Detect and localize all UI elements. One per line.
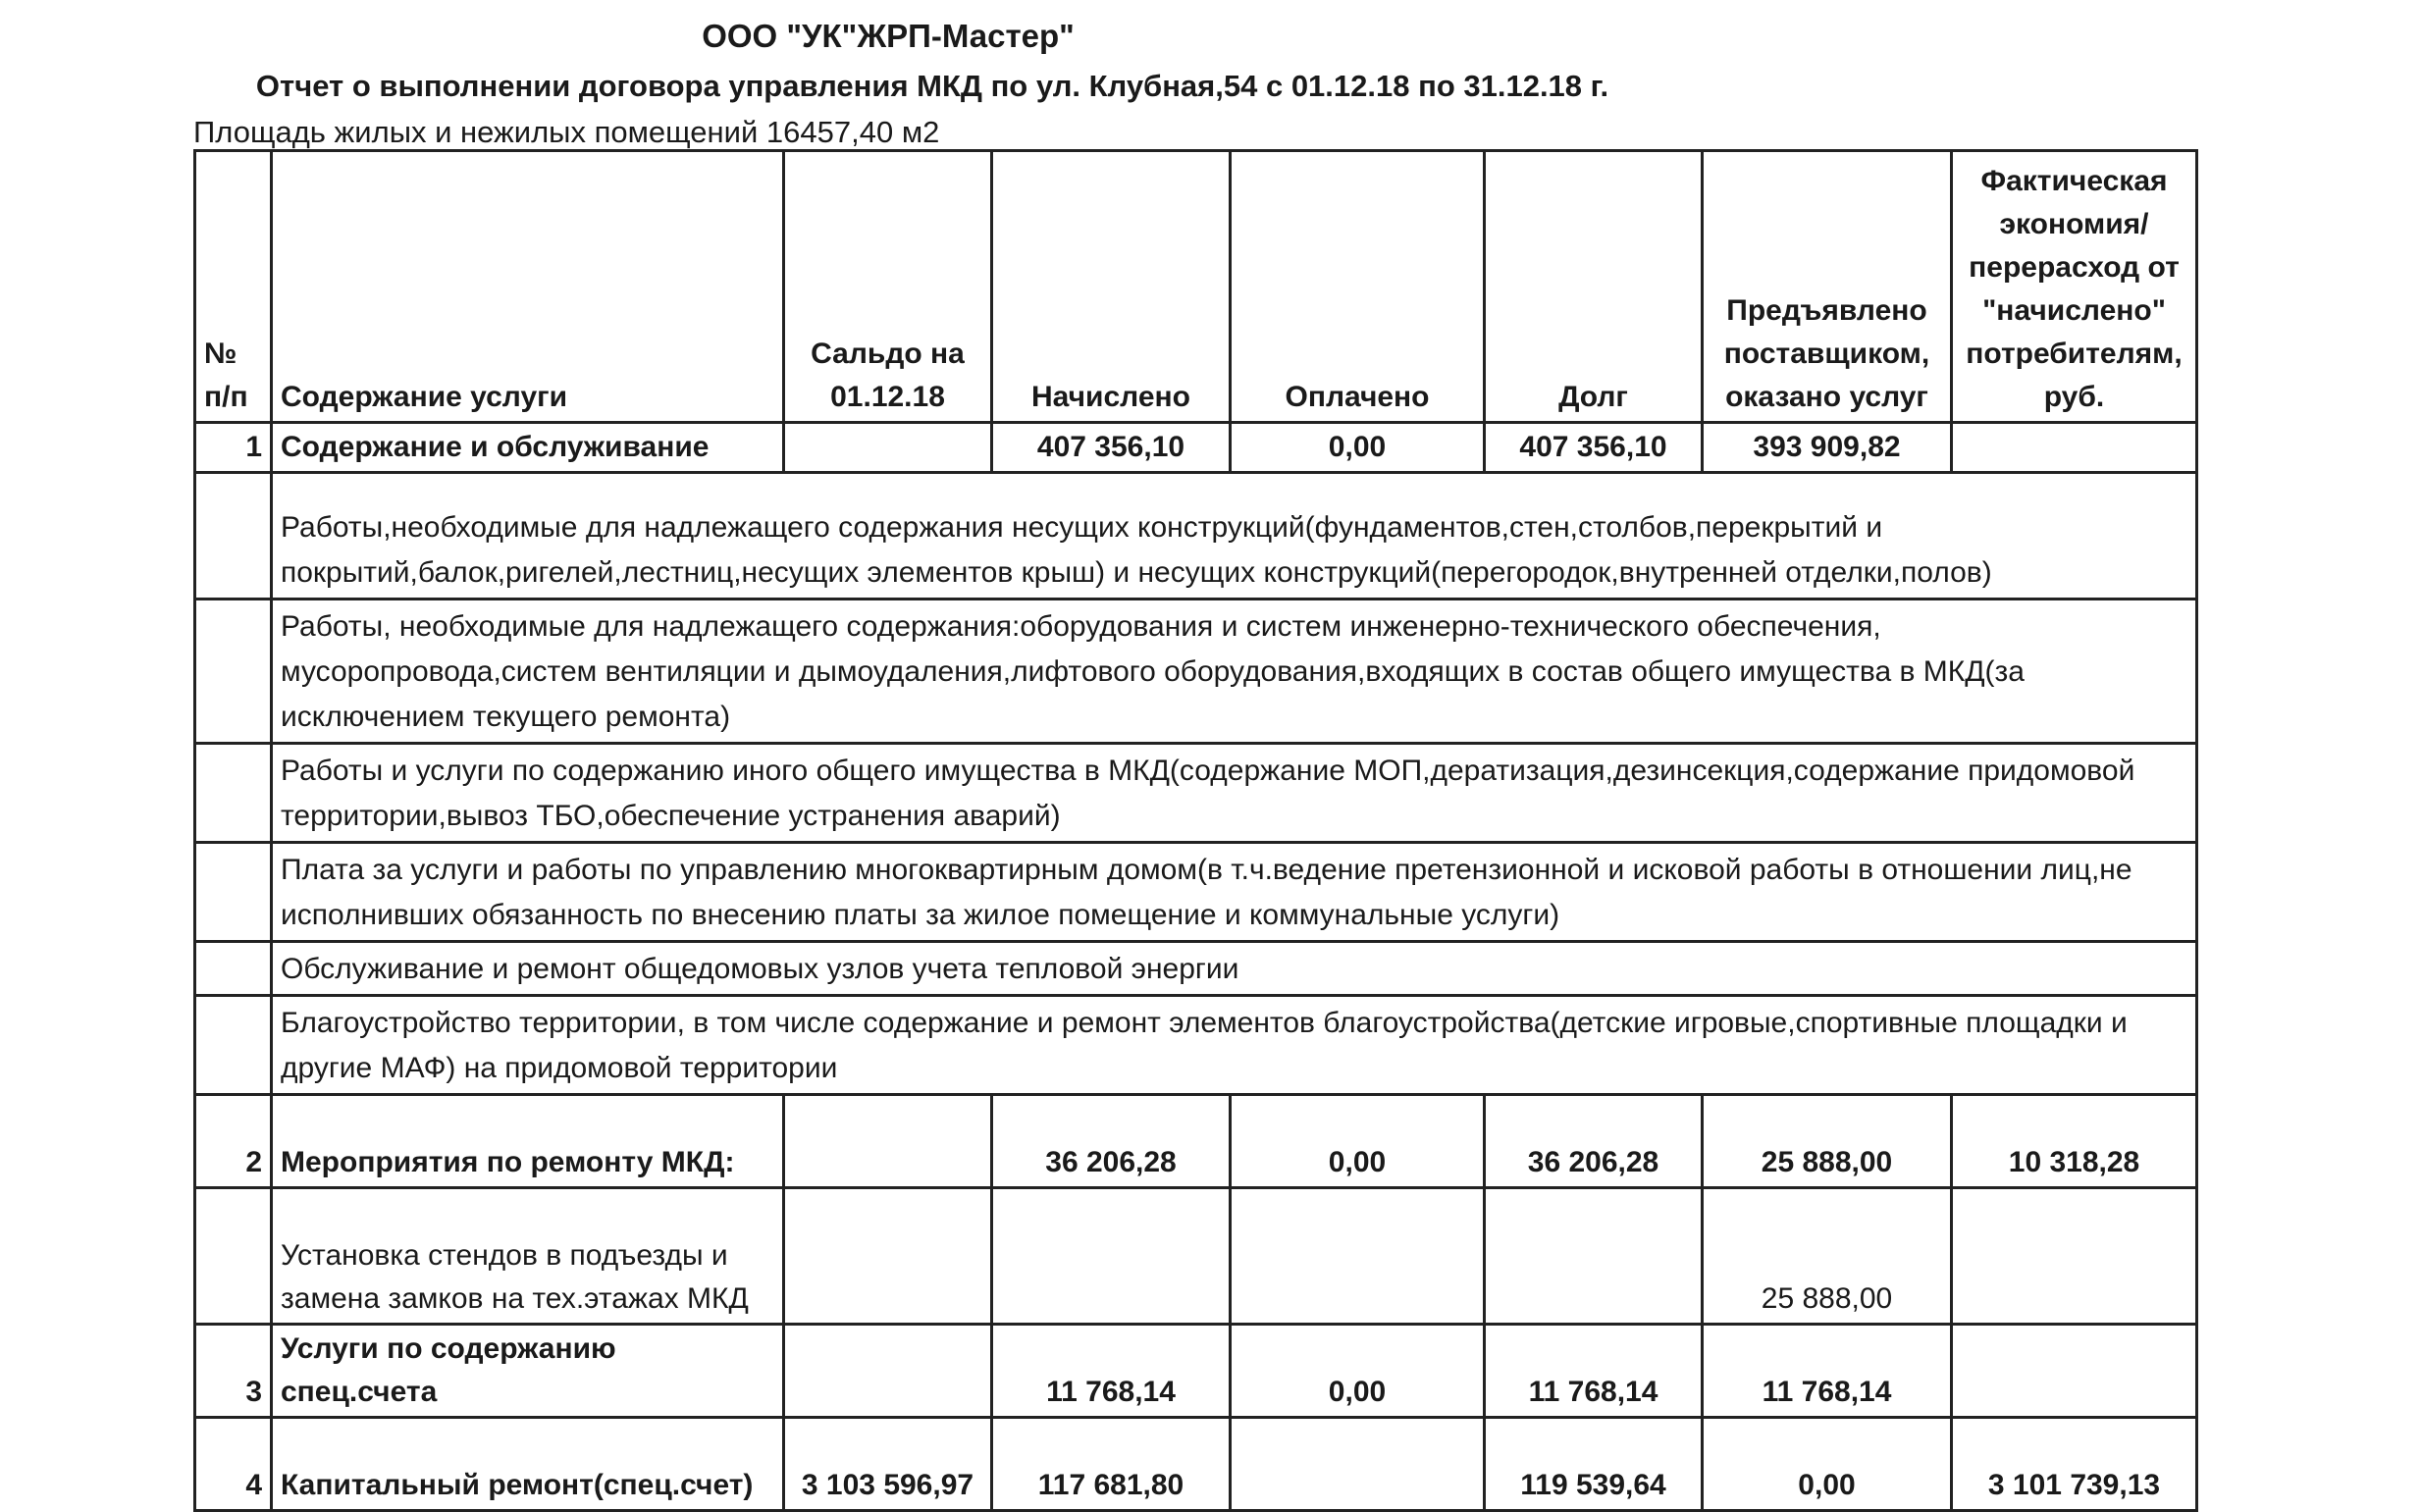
row-debt — [1485, 1188, 1703, 1325]
row-economy: 3 101 739,13 — [1952, 1418, 2197, 1511]
row-economy — [1952, 423, 2197, 473]
col-header-num: № п/п — [195, 151, 272, 423]
row-saldo — [784, 1325, 992, 1418]
table-row — [195, 1188, 2197, 1325]
row-saldo: 3 103 596,97 — [784, 1418, 992, 1511]
detail-text: Работы и услуги по содержанию иного общего имущества в МКД(содержание МОП,дератизация,дезинсекция,содержание придомовой территории,вывоз ТБО,обеспечение устранения аварий) — [272, 744, 2197, 843]
col-header-economy: Фактическая экономия/перерасход от "начислено" потребителям, руб. — [1952, 151, 2197, 423]
row-debt: 119 539,64 — [1485, 1418, 1703, 1511]
row-paid: 0,00 — [1231, 423, 1485, 473]
detail-text: Благоустройство территории, в том числе содержание и ремонт элементов благоустройства(детские игровые,спортивные площадки и другие МАФ) на придомовой территории — [272, 996, 2197, 1095]
area-line: Площадь жилых и нежилых помещений 16457,40 м2 — [193, 115, 940, 149]
detail-num-cell — [195, 996, 272, 1095]
row-service: Услуги по содержанию спец.счета — [272, 1325, 784, 1418]
table-header-row — [195, 151, 2197, 423]
row-debt: 36 206,28 — [1485, 1095, 1703, 1188]
table-row — [195, 1418, 2197, 1511]
row-paid — [1231, 1188, 1485, 1325]
row-saldo — [784, 423, 992, 473]
company-name: ООО "УК"ЖРП-Мастер" — [702, 18, 1075, 54]
row-num — [195, 1188, 272, 1325]
row-presented: 0,00 — [1703, 1418, 1952, 1511]
row-economy — [1952, 1188, 2197, 1325]
row-presented: 25 888,00 — [1703, 1188, 1952, 1325]
report-title: Отчет о выполнении договора управления МКД по ул. Клубная,54 с 01.12.18 по 31.12.18 г. — [255, 69, 1609, 103]
detail-text: Плата за услуги и работы по управлению многоквартирным домом(в т.ч.ведение претензионной и исковой работы в отношении лиц,не исполнивших обязанность по внесению платы за жилое помещение и коммунальные услуги) — [272, 843, 2197, 942]
col-header-debt: Долг — [1485, 151, 1703, 423]
row-presented: 11 768,14 — [1703, 1325, 1952, 1418]
row-charged: 117 681,80 — [992, 1418, 1231, 1511]
row-paid: 0,00 — [1231, 1095, 1485, 1188]
detail-row — [195, 473, 2197, 600]
row-service: Мероприятия по ремонту МКД: — [272, 1095, 784, 1188]
table-row — [195, 423, 2197, 473]
detail-text: Работы,необходимые для надлежащего содержания несущих конструкций(фундаментов,стен,столбов,перекрытий и покрытий,балок,ригелей,лестниц,несущих элементов крыш) и несущих конструкций(перегородок,внутренней отделки,полов) — [272, 473, 2197, 600]
row-presented: 393 909,82 — [1703, 423, 1952, 473]
row-charged: 407 356,10 — [992, 423, 1231, 473]
detail-text: Обслуживание и ремонт общедомовых узлов учета тепловой энергии — [272, 942, 2197, 996]
col-header-charged: Начислено — [992, 151, 1231, 423]
row-num: 4 — [195, 1418, 272, 1511]
row-saldo — [784, 1188, 992, 1325]
col-header-saldo: Сальдо на 01.12.18 — [784, 151, 992, 423]
row-num: 2 — [195, 1095, 272, 1188]
detail-row — [195, 600, 2197, 744]
row-service: Установка стендов в подъезды и замена замков на тех.этажах МКД — [272, 1188, 784, 1325]
row-charged: 11 768,14 — [992, 1325, 1231, 1418]
row-economy: 10 318,28 — [1952, 1095, 2197, 1188]
detail-text: Работы, необходимые для надлежащего содержания:оборудования и систем инженерно-технического обеспечения, мусоропровода,систем вентиляции и дымоудаления,лифтового оборудования,входящих в состав общего имущества в МКД(за исключением текущего ремонта) — [272, 600, 2197, 744]
table-row — [195, 1095, 2197, 1188]
row-charged — [992, 1188, 1231, 1325]
row-presented: 25 888,00 — [1703, 1095, 1952, 1188]
row-debt: 407 356,10 — [1485, 423, 1703, 473]
detail-num-cell — [195, 473, 272, 600]
row-num: 3 — [195, 1325, 272, 1418]
report-table — [193, 149, 2198, 1512]
row-saldo — [784, 1095, 992, 1188]
detail-row — [195, 843, 2197, 942]
col-header-paid: Оплачено — [1231, 151, 1485, 423]
detail-num-cell — [195, 600, 272, 744]
detail-num-cell — [195, 744, 272, 843]
detail-num-cell — [195, 843, 272, 942]
table-row — [195, 1325, 2197, 1418]
row-economy — [1952, 1325, 2197, 1418]
row-charged: 36 206,28 — [992, 1095, 1231, 1188]
row-paid — [1231, 1418, 1485, 1511]
detail-num-cell — [195, 942, 272, 996]
row-service: Содержание и обслуживание — [272, 423, 784, 473]
detail-row — [195, 942, 2197, 996]
col-header-presented: Предъявлено поставщиком, оказано услуг — [1703, 151, 1952, 423]
detail-row — [195, 744, 2197, 843]
row-debt: 11 768,14 — [1485, 1325, 1703, 1418]
row-paid: 0,00 — [1231, 1325, 1485, 1418]
detail-row — [195, 996, 2197, 1095]
col-header-service: Содержание услуги — [272, 151, 784, 423]
row-num: 1 — [195, 423, 272, 473]
row-service: Капитальный ремонт(спец.счет) — [272, 1418, 784, 1511]
